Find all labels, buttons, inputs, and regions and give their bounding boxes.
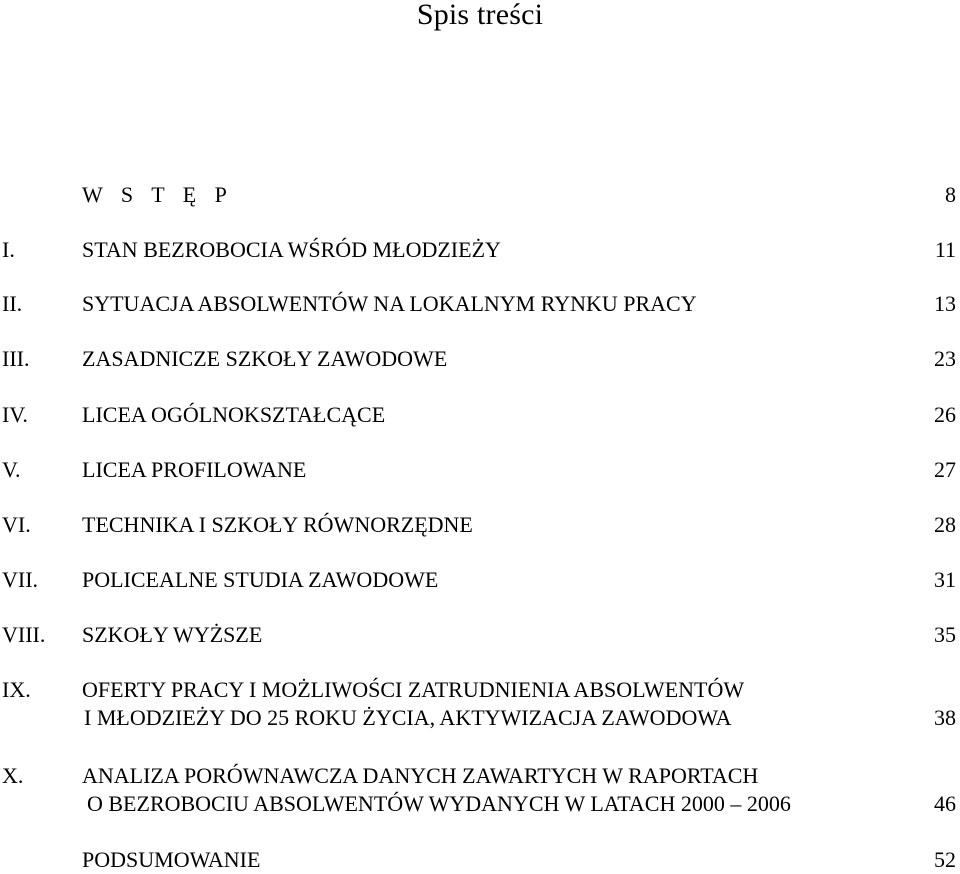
toc-entry-title: STAN BEZROBOCIA WŚRÓD MŁODZIEŻY xyxy=(82,237,501,262)
toc-entry-page: 28 xyxy=(934,512,956,537)
toc-entry-number: II. xyxy=(2,291,23,316)
toc-entry-title: SZKOŁY WYŻSZE xyxy=(82,622,263,647)
toc-entry-title: W S T Ę P xyxy=(82,182,234,207)
toc-entry-title: POLICEALNE STUDIA ZAWODOWE xyxy=(82,567,439,592)
toc-entry-page: 35 xyxy=(934,622,956,647)
toc-entry-number: IX. xyxy=(2,677,31,702)
toc-entry-page: 23 xyxy=(934,346,956,371)
toc-entry-title: OFERTY PRACY I MOŻLIWOŚCI ZATRUDNIENIA ABSOLWENTÓW xyxy=(82,677,745,702)
toc-entry-number: IV. xyxy=(2,402,28,427)
toc-entry-title: TECHNIKA I SZKOŁY RÓWNORZĘDNE xyxy=(82,512,473,537)
toc-entry-title: ZASADNICZE SZKOŁY ZAWODOWE xyxy=(82,346,448,371)
toc-entry-number: VI. xyxy=(2,512,31,537)
toc-entry-page: 27 xyxy=(934,457,956,482)
toc-entry-page: 26 xyxy=(934,402,956,427)
toc-entry-page: 8 xyxy=(945,182,956,207)
toc-entry-page: 38 xyxy=(934,705,956,730)
toc-entry-number: VIII. xyxy=(2,622,46,647)
toc-entry-page: 52 xyxy=(934,847,956,872)
toc-entry-title-continued: I MŁODZIEŻY DO 25 ROKU ŻYCIA, AKTYWIZACJA ZAWODOWA xyxy=(84,705,732,730)
toc-entry-page: 11 xyxy=(934,237,956,262)
toc-entry-title-continued: O BEZROBOCIU ABSOLWENTÓW WYDANYCH W LATACH 2000 – 2006 xyxy=(87,791,791,816)
page-title: Spis treści xyxy=(416,0,544,31)
toc-entry-page: 46 xyxy=(934,791,956,816)
toc-entry-title: LICEA OGÓLNOKSZTAŁCĄCE xyxy=(82,402,386,427)
toc-entry-number: III. xyxy=(2,346,30,371)
toc-entry-number: I. xyxy=(2,237,15,262)
toc-entry-number: VII. xyxy=(2,567,39,592)
toc-entry-number: V. xyxy=(2,457,21,482)
toc-entry-title: ANALIZA PORÓWNAWCZA DANYCH ZAWARTYCH W RAPORTACH xyxy=(82,763,759,788)
toc-entry-title: SYTUACJA ABSOLWENTÓW NA LOKALNYM RYNKU PRACY xyxy=(82,291,697,316)
toc-entry-page: 31 xyxy=(934,567,956,592)
toc-entry-title: LICEA PROFILOWANE xyxy=(82,457,307,482)
toc-entry-number: X. xyxy=(2,763,24,788)
toc-entry-page: 13 xyxy=(934,291,956,316)
toc-entry-title: PODSUMOWANIE xyxy=(82,847,261,872)
